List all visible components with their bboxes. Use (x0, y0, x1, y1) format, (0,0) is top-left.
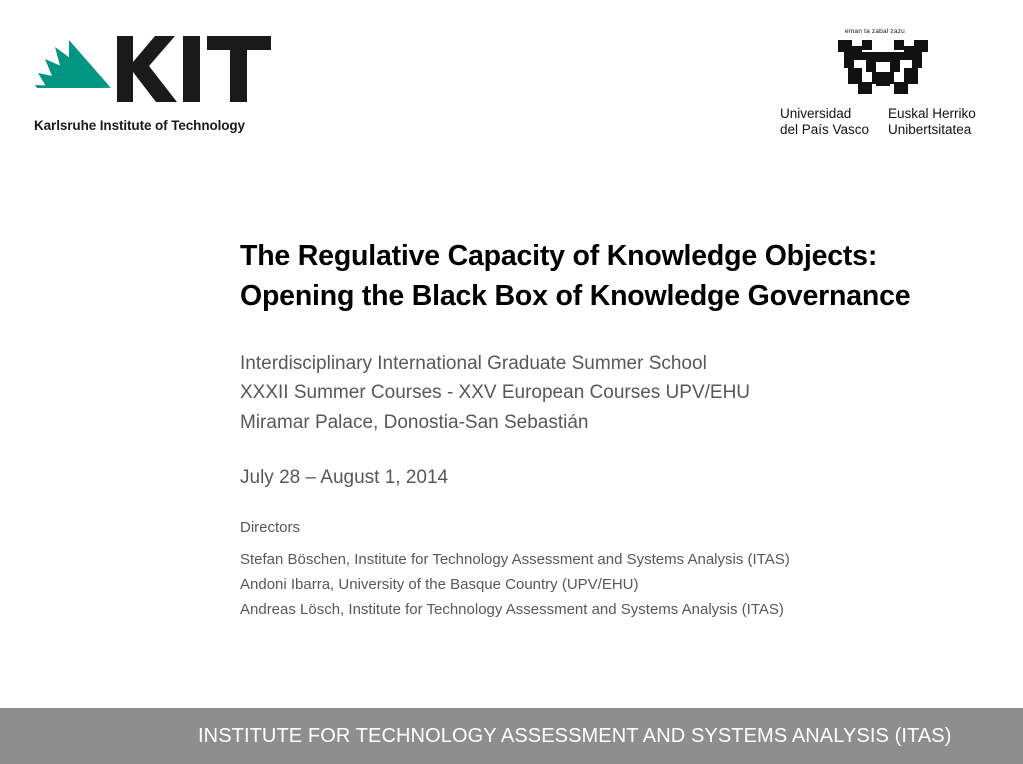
kit-logo (33, 30, 273, 135)
ehu-name-spanish (780, 106, 869, 139)
ehu-name-basque-line2: Unibertsitatea (888, 122, 972, 138)
footer-institute-name: INSTITUTE FOR TECHNOLOGY ASSESSMENT AND SYSTEMS ANALYSIS (ITAS) (198, 725, 952, 747)
event-subtitle (240, 349, 1000, 437)
slide-content (240, 236, 1000, 623)
event-subtitle-line2: XXXII Summer Courses - XXV European Courses UPV/EHU (240, 382, 751, 404)
page-title (240, 236, 1000, 317)
ehu-name-basque-line1: Euskal Herriko (888, 106, 976, 121)
kit-logo-tagline: Karlsruhe Institute of Technology (34, 118, 245, 133)
list-item: Andreas Lösch, Institute for Technology Assessment and Systems Analysis (ITAS) (240, 601, 784, 619)
directors-list (240, 548, 1000, 623)
event-subtitle-line1: Interdisciplinary International Graduate Summer School (240, 352, 707, 374)
page-title-line1: The Regulative Capacity of Knowledge Objects: (240, 240, 878, 272)
ehu-crest-icon (838, 38, 928, 100)
list-item: Stefan Böschen, Institute for Technology Assessment and Systems Analysis (ITAS) (240, 551, 790, 569)
kit-logo-mark (33, 30, 273, 118)
event-subtitle-line3: Miramar Palace, Donostia-San Sebastián (240, 411, 589, 433)
page-title-line2: Opening the Black Box of Knowledge Governance (240, 280, 911, 313)
ehu-name-basque (888, 106, 976, 139)
ehu-name-spanish-line2: del País Vasco (780, 122, 870, 138)
directors-label: Directors (240, 519, 301, 537)
right-margin-strip (1009, 0, 1023, 708)
event-dates: July 28 – August 1, 2014 (240, 467, 449, 489)
upv-ehu-logo (760, 28, 1005, 143)
slide-footer (0, 708, 1023, 764)
ehu-name-spanish-line1: Universidad (780, 106, 852, 121)
ehu-motto: eman ta zabal zazu (845, 28, 905, 35)
list-item: Andoni Ibarra, University of the Basque Country (UPV/EHU) (240, 576, 639, 594)
